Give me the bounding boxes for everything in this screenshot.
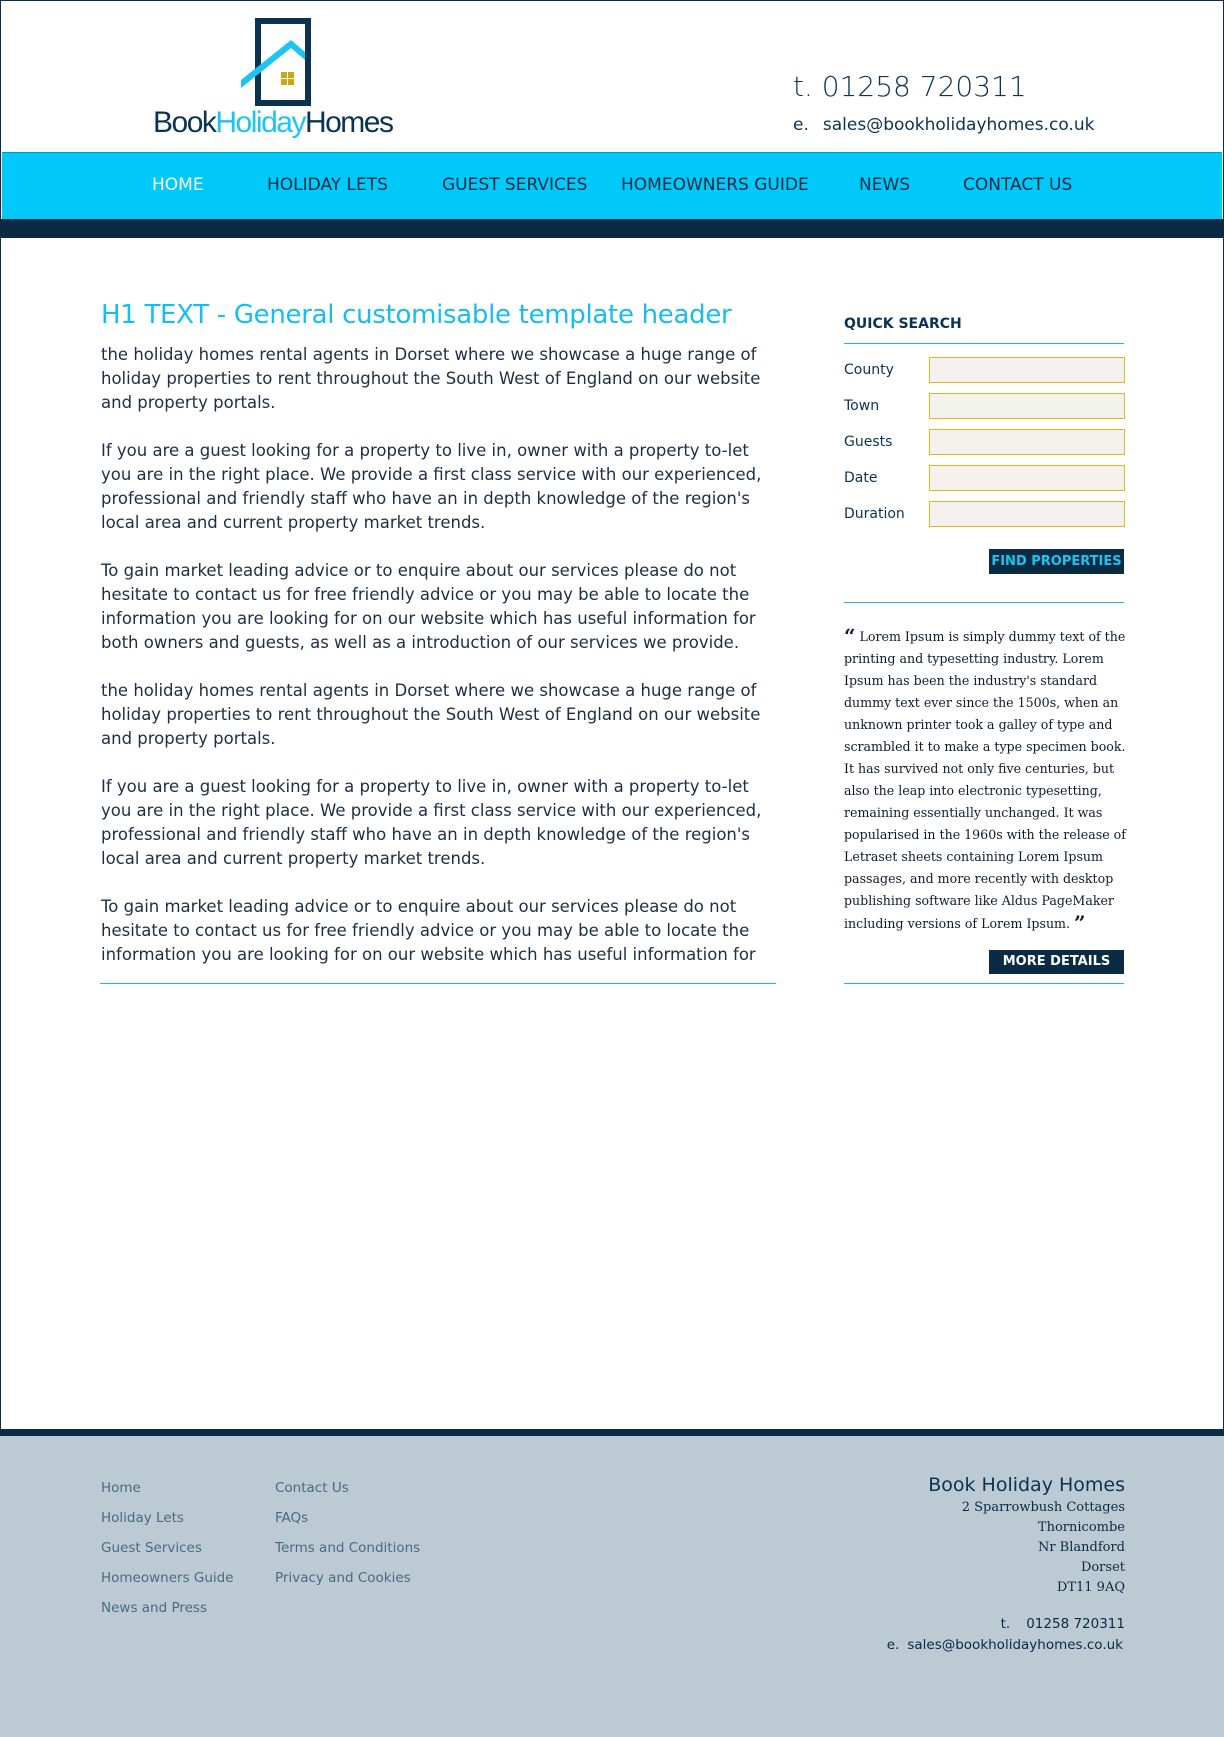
guests-input[interactable] (929, 429, 1125, 455)
address-line: Nr Blandford (1037, 1540, 1125, 1555)
footer-phone: t. 01258 720311 (1000, 1616, 1125, 1632)
footer-address (962, 1498, 1125, 1598)
page-title: H1 TEXT - General customisable template header (101, 300, 732, 330)
date-field-row (844, 465, 1125, 491)
testimonial-quote (844, 625, 1129, 935)
open-quote-icon: “ (844, 624, 856, 648)
nav-item-home[interactable]: HOME (152, 175, 204, 195)
more-details-button[interactable]: MORE DETAILS (989, 950, 1124, 974)
footer-link-guest-services[interactable]: Guest Services (101, 1540, 202, 1556)
body-paragraph: the holiday homes rental agents in Dorset where we showcase a huge range of holiday properties to rent throughout the South West of England on our website and property portals. (101, 345, 761, 412)
site-logo[interactable] (153, 18, 403, 138)
nav-item-homeowners-guide[interactable]: HOMEOWNERS GUIDE (621, 175, 809, 195)
guests-label: Guests (844, 434, 893, 450)
footer-link-contact-us[interactable]: Contact Us (275, 1480, 349, 1496)
close-quote-icon: ” (1074, 911, 1086, 935)
town-field-row (844, 393, 1125, 419)
town-input[interactable] (929, 393, 1125, 419)
nav-item-guest-services[interactable]: GUEST SERVICES (442, 175, 588, 195)
duration-input[interactable] (929, 501, 1125, 527)
footer-link-terms[interactable]: Terms and Conditions (275, 1540, 421, 1556)
footer-link-privacy[interactable]: Privacy and Cookies (275, 1570, 411, 1586)
address-line: Dorset (1080, 1560, 1125, 1575)
footer-link-holiday-lets[interactable]: Holiday Lets (101, 1510, 184, 1526)
main-divider (100, 983, 776, 984)
footer-company-name: Book Holiday Homes (928, 1474, 1125, 1496)
address-line: Thornicombe (1037, 1520, 1125, 1535)
footer-link-home[interactable]: Home (101, 1480, 141, 1496)
testimonial-text: Lorem Ipsum is simply dummy text of the printing and typesetting industry. Lorem Ipsum has been the industry's standard dummy text ever since the 1500s, when an unknown printer took a galley of type and scrambled it to make a type specimen book. It has survived not only five centuries, but also the leap into electronic typesetting, remaining essentially unchanged. It was popularised in the 1960s with the release of Letraset sheets containing Lorem Ipsum passages, and more recently with desktop publishing software like Aldus PageMaker including versions of Lorem Ipsum. (844, 629, 1126, 931)
footer-link-news-and-press[interactable]: News and Press (101, 1600, 207, 1616)
duration-label: Duration (844, 506, 905, 522)
nav-item-news[interactable]: NEWS (859, 175, 911, 195)
address-line: DT11 9AQ (1056, 1580, 1125, 1595)
footer-top-bar (0, 1429, 1224, 1436)
footer-link-faqs[interactable]: FAQs (275, 1510, 309, 1526)
sidebar-divider (844, 602, 1124, 603)
header-email[interactable]: e. sales@bookholidayhomes.co.uk (793, 115, 1095, 135)
guests-field-row (844, 429, 1125, 455)
footer-email[interactable]: e. sales@bookholidayhomes.co.uk (886, 1637, 1123, 1653)
find-properties-button[interactable]: FIND PROPERTIES (989, 549, 1124, 574)
county-input[interactable] (929, 357, 1125, 383)
town-label: Town (844, 398, 880, 414)
sidebar-bottom-divider (844, 983, 1124, 984)
quick-search-title: QUICK SEARCH (844, 316, 962, 332)
logo-wordmark: BookHolidayHomes (153, 106, 393, 139)
body-paragraph: To gain market leading advice or to enquire about our services please do not hesitate to contact us for free friendly advice or you may be able to locate the information you are looking for on our website which has useful information for both owners and guests, as well as a introduction of our services we provide. (101, 561, 756, 652)
nav-divider-bar (0, 219, 1224, 238)
address-line: 2 Sparrowbush Cottages (961, 1500, 1125, 1515)
house-logo-icon (241, 18, 311, 108)
main-nav (2, 152, 1222, 219)
body-paragraph: the holiday homes rental agents in Dorset where we showcase a huge range of holiday properties to rent throughout the South West of England on our website and property portals. (101, 681, 761, 748)
quick-search-divider (844, 343, 1124, 344)
date-label: Date (844, 470, 878, 486)
county-field-row (844, 357, 1125, 383)
header-phone: t. 01258 720311 (793, 70, 1027, 103)
body-paragraph: If you are a guest looking for a property to live in, owner with a property to-let you are in the right place. We provide a first class service with our experienced, professional and friendly staff who have an in depth knowledge of the region's local area and current property market trends. (101, 777, 762, 868)
nav-item-contact-us[interactable]: CONTACT US (963, 175, 1073, 195)
date-input[interactable] (929, 465, 1125, 491)
footer-link-homeowners-guide[interactable]: Homeowners Guide (101, 1570, 234, 1586)
main-body (101, 343, 771, 991)
duration-field-row (844, 501, 1125, 527)
county-label: County (844, 362, 894, 378)
nav-item-holiday-lets[interactable]: HOLIDAY LETS (267, 175, 388, 195)
body-paragraph: To gain market leading advice or to enquire about our services please do not hesitate to contact us for free friendly advice or you may be able to locate the information you are looking for on our website which has useful information for (101, 897, 756, 964)
body-paragraph: If you are a guest looking for a property to live in, owner with a property to-let you are in the right place. We provide a first class service with our experienced, professional and friendly staff who have an in depth knowledge of the region's local area and current property market trends. (101, 441, 762, 532)
